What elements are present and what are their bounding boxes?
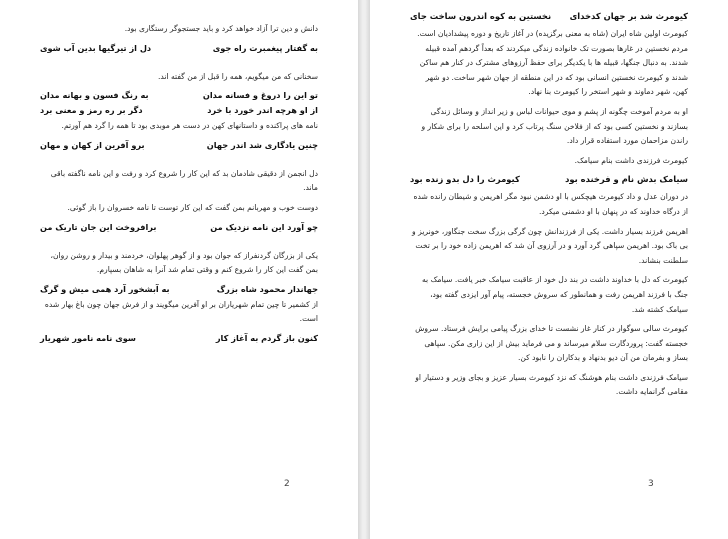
left-page [0,0,358,539]
paragraph: از کشمیر تا چین تمام شهریاران بر او آفرین میگویند و از فرش جهان چون باغ بهار شده است. [44,299,318,324]
paragraph: سیامک فرزندی داشت بنام هوشنگ که نزد کیومرث بسیار عزیز و بجای وزیر و دستیار او مقامی گرانمایه داشت. [415,372,688,397]
verse-hemistich-first: چنین یادگاری شد اندر جهان [206,139,318,150]
paragraph: نامه های پراکنده و داستانهای کهن در دست هر موبدی بود تا همه را گرد هم آورتم. [61,121,318,131]
paragraph: او به مردم آموخت چگونه از پشم و موی حیوانات لباس و زیر انداز و وسائل زندگی بسازند و نخستین کسی بود که از فلاخن سنگ پرتاب کرد و این اسلحه را برای شکار و راندن مزاحمان مورد استفاده قرار داد. [421,106,688,146]
section-heading [410,10,688,23]
right-page [370,0,728,539]
verse-hemistich-first: به گفتار پیغمبرت راه جوی [212,42,318,53]
paragraph: کیومرث فرزندی داشت بنام سیامک. [574,155,688,165]
verse-hemistich-first: تو این را دروغ و فسانه مدان [202,90,318,101]
page-number: 2 [284,479,290,489]
paragraph: دل انجمن از دقیقی شادمان بد که این کار را شروع کرد و رفت و این نامه ناگفته باقی ماند. [50,168,318,193]
paragraph: کیومرث اولین شاه ایران (شاه به معنی برگزیده) در آغاز تاریخ و دوره پیشدادیان است. مردم نخستین در غارها بصورت تک خانواده زندگی میکردند که بعداً گردهم آمده قبیله شدند. به دنبال جنگها، قبیله ها با یکدیگر برای حفظ آرزوهای مشترک در کنار هم ساکن شدند و کیومرث نخستین انسانی بود که در این منطقه از جهان شهر ساخت. دو شهر کهن، شهر دماوند و شهر استخر را کیومرث بنا نهاد. [417,29,688,97]
section-heading [410,173,688,186]
verse-couplet [40,221,318,233]
verse-hemistich-first: از او هرچه اندر خورد با خرد [207,105,318,116]
verse-couplet [40,89,318,101]
paragraph: دوست خوب و مهربانم بمن گفت که این کار توست تا نامه خسروان را باز گوئی. [67,202,318,212]
verse-hemistich-second: به آبشخور آرد همی میش و گرگ [40,283,170,294]
heading-hemistich-first: کیومرث شد بر جهان کدخدای [569,11,688,21]
verse-hemistich-second: دل از تیرگیها بدین آب شوی [40,42,152,53]
verse-hemistich-second: دگر بر ره رمز و معنی برد [40,105,143,116]
verse-hemistich-second: به رنگ فسون و بهانه مدان [40,90,149,101]
verse-couplet [40,42,318,54]
verse-hemistich-second: سوی نامه نامور شهریار [40,332,136,343]
page-number: 3 [648,479,654,489]
verse-hemistich-second: برافروخت این جان تاریک من [40,221,157,232]
verse-couplet [40,139,318,151]
paragraph: دانش و دین ترا آزاد خواهد کرد و باید جستجوگر رستگاری بود. [124,24,318,33]
paragraph: در دوران عدل و داد کیومرث هیچکس با او دشمن نبود مگر اهریمن و شیطان رانده شده از درگاه خداوند که در پنهان با او دشمنی میکرد. [413,192,688,216]
verse-couplet [40,104,318,116]
verse-hemistich-first: کنون باز گردم به آغاز کار [215,332,318,343]
book-gutter [358,0,370,539]
paragraph: اهریمن فرزند بسیار داشت. یکی از فرزندانش چون گرگی بزرگ سخت جنگاور، خونریز و بی باک بود. اهریمن سپاهی گرد آورد و در آرزوی آن شد که اهریمن زاده خود را بر تخت سلطنت بنشاند. [412,226,688,265]
verse-couplet [40,332,318,344]
verse-couplet [40,283,318,295]
right-page-content [410,10,688,405]
verse-hemistich-second: برو آفرین از کهان و مهان [40,139,145,150]
paragraph: کیومرث سالی سوگوار در کنار غار نشست تا خدای بزرگ پیامی برایش فرستاد. سروش خجسته گفت: پروردگارت سلام میرساند و می فرماید بیش از این زاری مکن. سپاهی بساز و بفرمان من آن دیو بدنهاد و بدکاران را نابود کن. [415,324,688,363]
heading-hemistich-second: نخستین به کوه اندرون ساخت جای [410,11,552,21]
paragraph: کیومرث که دل با خداوند داشت در بند دل خود از عاقبت سیامک خبر یافت. سیامک به جنگ با فرزند اهریمن رفت و همانطور که سروش خجسته، پیام آور ایزدی گفته بود، سیامک کشته شد. [421,275,688,314]
verse-hemistich-first: چو آورد این نامه نزدیک من [210,221,318,232]
heading-hemistich-second: کیومرث را دل بدو زنده بود [410,174,520,185]
paragraph: سخنانی که من میگویم، همه را قبل از من گفته اند. [157,71,318,81]
left-page-content [40,22,318,347]
heading-hemistich-first: سیامک بدش نام و فرخنده بود [565,174,688,185]
paragraph: یکی از بزرگان گردنفراز که جوان بود و از گوهر پهلوان، خردمند و بیدار و روشن روان، بمن گفت این کار را شروع کنم و وقتی تمام شد آنرا به شاهان بسپارم. [50,250,318,275]
verse-hemistich-first: جهاندار محمود شاه بزرگ [216,283,318,294]
